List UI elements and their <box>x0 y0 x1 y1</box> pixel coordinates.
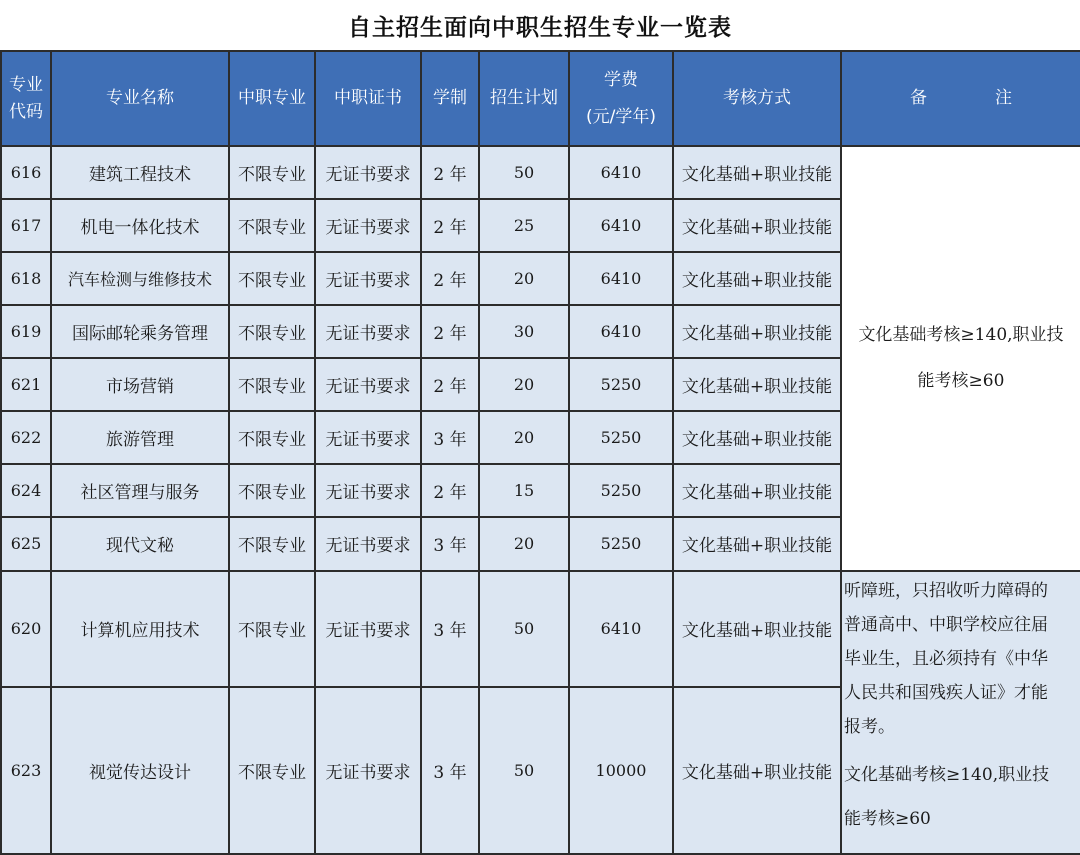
cell-certificate: 无证书要求 <box>315 411 421 464</box>
cell-src-major: 不限专业 <box>229 305 315 358</box>
col-header-name: 专业名称 <box>51 51 229 146</box>
cell-plan: 20 <box>479 411 569 464</box>
cell-assessment: 文化基础+职业技能 <box>673 411 841 464</box>
cell-name: 视觉传达设计 <box>51 687 229 854</box>
cell-certificate: 无证书要求 <box>315 464 421 517</box>
cell-duration: 3 年 <box>421 571 479 687</box>
col-header-remarks: 备 注 <box>841 51 1080 146</box>
cell-code: 623 <box>1 687 51 854</box>
remarks-group-1-line1: 文化基础考核≥140,职业技 <box>858 325 1064 346</box>
cell-tuition: 5250 <box>569 358 673 411</box>
cell-tuition: 5250 <box>569 411 673 464</box>
cell-name: 社区管理与服务 <box>51 464 229 517</box>
cell-plan: 20 <box>479 358 569 411</box>
cell-plan: 50 <box>479 687 569 854</box>
tuition-header-line2: (元/学年) <box>586 106 656 127</box>
cell-plan: 20 <box>479 517 569 570</box>
cell-assessment: 文化基础+职业技能 <box>673 464 841 517</box>
cell-duration: 3 年 <box>421 411 479 464</box>
cell-code: 619 <box>1 305 51 358</box>
cell-certificate: 无证书要求 <box>315 305 421 358</box>
cell-certificate: 无证书要求 <box>315 517 421 570</box>
cell-code: 625 <box>1 517 51 570</box>
cell-plan: 15 <box>479 464 569 517</box>
table-row <box>1 146 1080 199</box>
col-header-certificate: 中职证书 <box>315 51 421 146</box>
cell-code: 620 <box>1 571 51 687</box>
cell-tuition: 6410 <box>569 252 673 305</box>
cell-src-major: 不限专业 <box>229 146 315 199</box>
cell-name: 市场营销 <box>51 358 229 411</box>
cell-certificate: 无证书要求 <box>315 358 421 411</box>
cell-duration: 3 年 <box>421 517 479 570</box>
cell-duration: 3 年 <box>421 687 479 854</box>
cell-plan: 30 <box>479 305 569 358</box>
page-title: 自主招生面向中职生招生专业一览表 <box>348 14 732 41</box>
cell-tuition: 5250 <box>569 464 673 517</box>
cell-plan: 20 <box>479 252 569 305</box>
remarks-group-2-extra-line1: 文化基础考核≥140,职业技 <box>844 764 1050 785</box>
cell-duration: 2 年 <box>421 199 479 252</box>
cell-src-major: 不限专业 <box>229 199 315 252</box>
cell-tuition: 6410 <box>569 305 673 358</box>
cell-assessment: 文化基础+职业技能 <box>673 146 841 199</box>
remarks-group-2-extra-line2: 能考核≥60 <box>844 808 931 829</box>
cell-code: 617 <box>1 199 51 252</box>
col-header-plan: 招生计划 <box>479 51 569 146</box>
cell-src-major: 不限专业 <box>229 687 315 854</box>
cell-assessment: 文化基础+职业技能 <box>673 199 841 252</box>
cell-assessment: 文化基础+职业技能 <box>673 305 841 358</box>
cell-certificate: 无证书要求 <box>315 252 421 305</box>
cell-tuition: 6410 <box>569 571 673 687</box>
col-header-code: 专业代码 <box>1 51 51 146</box>
remarks-group-2-line: 人民共和国残疾人证》才能 <box>844 682 1048 703</box>
col-header-src-major: 中职专业 <box>229 51 315 146</box>
cell-code: 616 <box>1 146 51 199</box>
cell-name: 机电一体化技术 <box>51 199 229 252</box>
cell-assessment: 文化基础+职业技能 <box>673 687 841 854</box>
cell-plan: 50 <box>479 146 569 199</box>
cell-certificate: 无证书要求 <box>315 571 421 687</box>
cell-name: 汽车检测与维修技术 <box>51 252 229 305</box>
cell-tuition: 10000 <box>569 687 673 854</box>
cell-src-major: 不限专业 <box>229 252 315 305</box>
remarks-group-2-line: 听障班，只招收听力障碍的 <box>844 580 1048 601</box>
cell-name: 旅游管理 <box>51 411 229 464</box>
cell-assessment: 文化基础+职业技能 <box>673 358 841 411</box>
cell-src-major: 不限专业 <box>229 571 315 687</box>
cell-name: 国际邮轮乘务管理 <box>51 305 229 358</box>
cell-duration: 2 年 <box>421 252 479 305</box>
col-header-duration: 学制 <box>421 51 479 146</box>
cell-code: 618 <box>1 252 51 305</box>
cell-tuition: 6410 <box>569 146 673 199</box>
cell-duration: 2 年 <box>421 358 479 411</box>
tuition-header-line1: 学费 <box>604 69 638 90</box>
cell-tuition: 5250 <box>569 517 673 570</box>
col-header-assessment: 考核方式 <box>673 51 841 146</box>
cell-src-major: 不限专业 <box>229 358 315 411</box>
cell-certificate: 无证书要求 <box>315 687 421 854</box>
cell-src-major: 不限专业 <box>229 464 315 517</box>
cell-src-major: 不限专业 <box>229 517 315 570</box>
cell-src-major: 不限专业 <box>229 411 315 464</box>
cell-plan: 50 <box>479 571 569 687</box>
cell-name: 建筑工程技术 <box>51 146 229 199</box>
cell-certificate: 无证书要求 <box>315 199 421 252</box>
cell-assessment: 文化基础+职业技能 <box>673 517 841 570</box>
remarks-group-2-line: 报考。 <box>844 716 895 737</box>
admissions-table <box>0 50 1080 855</box>
table-row <box>1 571 1080 687</box>
cell-code: 624 <box>1 464 51 517</box>
remarks-group-1-line2: 能考核≥60 <box>917 371 1005 392</box>
remarks-group-2-line: 普通高中、中职学校应往届 <box>844 614 1048 635</box>
cell-name: 现代文秘 <box>51 517 229 570</box>
cell-certificate: 无证书要求 <box>315 146 421 199</box>
remarks-group-2-line: 毕业生，且必须持有《中华 <box>844 648 1048 669</box>
cell-name: 计算机应用技术 <box>51 571 229 687</box>
remarks-group-1 <box>841 146 1080 571</box>
cell-assessment: 文化基础+职业技能 <box>673 571 841 687</box>
cell-code: 622 <box>1 411 51 464</box>
header-row <box>1 51 1080 146</box>
cell-tuition: 6410 <box>569 199 673 252</box>
col-header-tuition <box>569 51 673 146</box>
cell-assessment: 文化基础+职业技能 <box>673 252 841 305</box>
cell-duration: 2 年 <box>421 464 479 517</box>
remarks-group-2 <box>841 571 1080 855</box>
cell-duration: 2 年 <box>421 146 479 199</box>
cell-plan: 25 <box>479 199 569 252</box>
cell-duration: 2 年 <box>421 305 479 358</box>
cell-code: 621 <box>1 358 51 411</box>
